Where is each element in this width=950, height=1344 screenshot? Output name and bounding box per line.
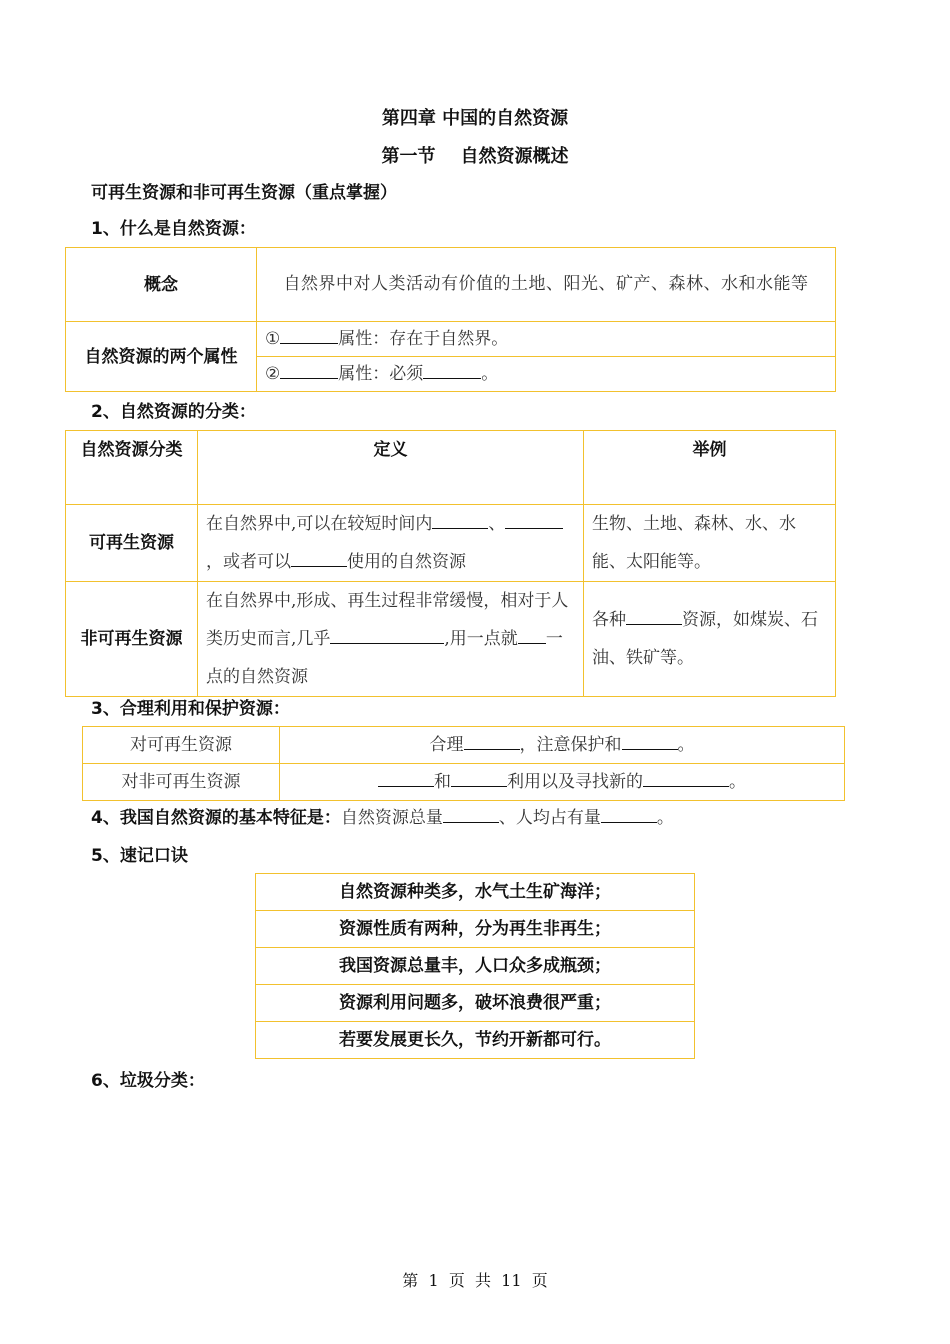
mnemonic-line: 资源利用问题多，破坏浪费很严重； xyxy=(256,985,695,1022)
concept-label: 概念 xyxy=(66,248,257,322)
mnemonic-line: 若要发展更长久，节约开新都可行。 xyxy=(256,1022,695,1059)
blank[interactable] xyxy=(280,342,338,344)
renewable-definition: 在自然界中,可以在较短时间内 、，或者可以 使用的自然资源 xyxy=(198,505,584,582)
usage-row2-label: 对非可再生资源 xyxy=(83,764,280,801)
blank[interactable] xyxy=(601,821,657,823)
blank[interactable] xyxy=(280,377,338,379)
usage-row2-text: 和 利用以及寻找新的 。 xyxy=(280,764,845,801)
section-title: 第一节 自然资源概述 xyxy=(381,146,569,167)
mnemonic-table xyxy=(255,873,695,1059)
attribute-2: ② 属性：必须 。 xyxy=(257,357,836,392)
q4-line: 4、我国自然资源的基本特征是：自然资源总量 、人均占有量 。 xyxy=(91,808,674,828)
blank[interactable] xyxy=(378,785,434,787)
blank[interactable] xyxy=(330,642,444,644)
classification-table xyxy=(65,430,836,697)
nonrenewable-definition: 在自然界中,形成、再生过程非常缓慢，相对于人类历史而言,几乎 ,用一点就 一点的自然资源 xyxy=(198,582,584,697)
q6-heading: 6、垃圾分类： xyxy=(91,1071,205,1091)
col-header-example: 举例 xyxy=(584,431,836,505)
page-footer: 第 1 页 共 11 页 xyxy=(402,1271,548,1290)
mnemonic-line: 自然资源种类多，水气土生矿海洋； xyxy=(256,874,695,911)
nonrenewable-label: 非可再生资源 xyxy=(66,582,198,697)
blank[interactable] xyxy=(626,623,682,625)
col-header-category: 自然资源分类 xyxy=(66,431,198,505)
blank[interactable] xyxy=(291,565,347,567)
col-header-definition: 定义 xyxy=(198,431,584,505)
usage-row1-label: 对可再生资源 xyxy=(83,727,280,764)
q3-heading: 3、合理利用和保护资源： xyxy=(91,699,290,719)
q4-heading: 4、我国自然资源的基本特征是： xyxy=(91,808,341,828)
blank[interactable] xyxy=(622,748,678,750)
blank[interactable] xyxy=(643,785,729,787)
concept-text: 自然界中对人类活动有价值的土地、阳光、矿产、森林、水和水能等 xyxy=(257,248,836,322)
attribute-1: ① 属性：存在于自然界。 xyxy=(257,322,836,357)
mnemonic-line: 资源性质有两种，分为再生非再生； xyxy=(256,911,695,948)
blank[interactable] xyxy=(423,377,481,379)
blank[interactable] xyxy=(543,527,563,529)
blank[interactable] xyxy=(464,748,520,750)
resource-concept-table xyxy=(65,247,836,392)
nonrenewable-example: 各种 资源，如煤炭、石油、铁矿等。 xyxy=(584,582,836,697)
mnemonic-line: 我国资源总量丰，人口众多成瓶颈； xyxy=(256,948,695,985)
q5-heading: 5、速记口诀 xyxy=(91,846,188,866)
renewable-label: 可再生资源 xyxy=(66,505,198,582)
blank[interactable] xyxy=(451,785,507,787)
blank[interactable] xyxy=(432,527,488,529)
blank[interactable] xyxy=(505,527,543,529)
q2-heading: 2、自然资源的分类： xyxy=(91,402,256,422)
usage-row1-text: 合理 ，注意保护和 。 xyxy=(280,727,845,764)
chapter-title: 第四章 中国的自然资源 xyxy=(381,108,569,129)
q1-heading: 1、什么是自然资源： xyxy=(91,219,256,239)
blank[interactable] xyxy=(518,642,546,644)
usage-table xyxy=(82,726,845,801)
attributes-label: 自然资源的两个属性 xyxy=(66,322,257,392)
blank[interactable] xyxy=(443,821,499,823)
renewable-example: 生物、土地、森林、水、水能、太阳能等。 xyxy=(584,505,836,582)
topic-heading: 可再生资源和非可再生资源（重点掌握） xyxy=(91,183,397,203)
